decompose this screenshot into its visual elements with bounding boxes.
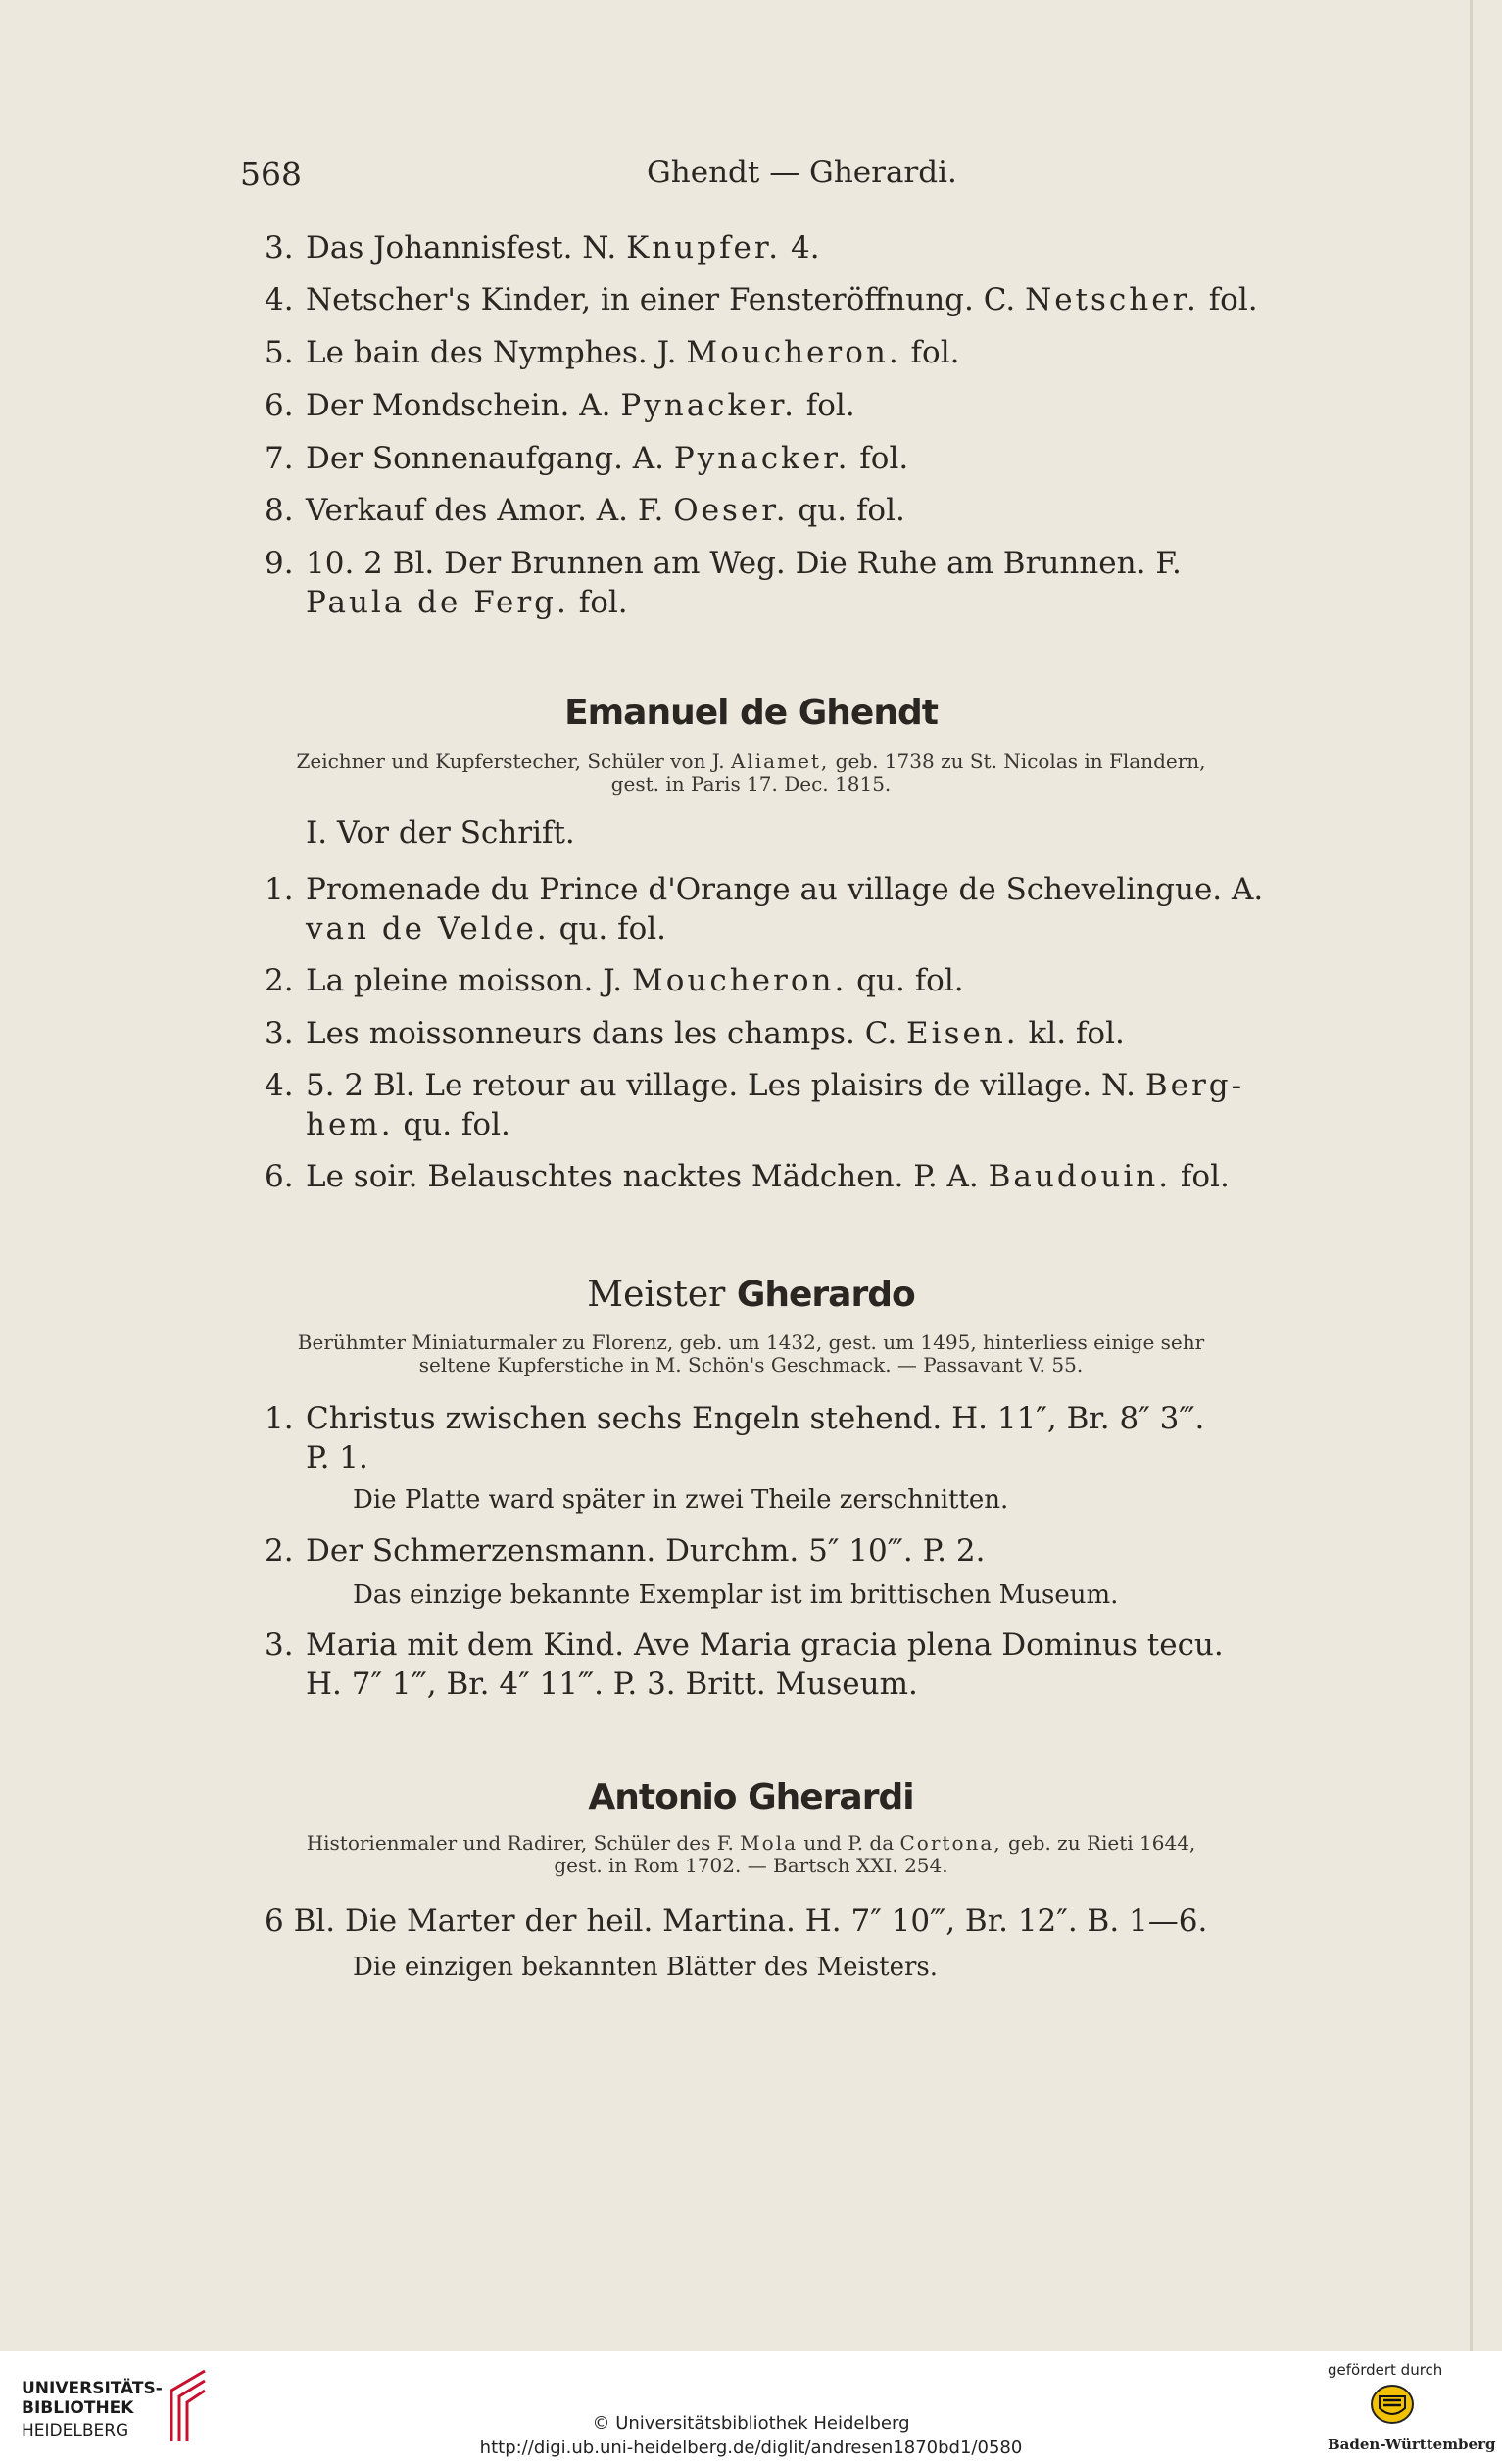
item-note: Das einzige bekannte Exemplar ist im brittischen Museum. bbox=[353, 1580, 1119, 1610]
artist-bio: Zeichner und Kupferstecher, Schüler von J. Aliamet, geb. 1738 zu St. Nicolas in Flandern, bbox=[296, 749, 1206, 773]
list-item-continuation: H. 7″ 1‴, Br. 4″ 11‴. P. 3. Britt. Museum. bbox=[306, 1667, 918, 1702]
list-item: 1. Promenade du Prince d'Orange au village de Schevelingue. A. bbox=[265, 872, 1264, 907]
list-item: 2. Der Schmerzensmann. Durchm. 5″ 10‴. P. 2. bbox=[265, 1533, 986, 1569]
artist-bio: gest. in Paris 17. Dec. 1815. bbox=[610, 772, 892, 796]
funder-name: Baden-Württemberg bbox=[1328, 2436, 1496, 2453]
section-heading-gherardo: Meister Gherardo bbox=[587, 1275, 915, 1315]
page-number: 568 bbox=[240, 155, 302, 193]
list-item: 6. Le soir. Belauschtes nacktes Mädchen. P. A. Baudouin. fol. bbox=[265, 1159, 1230, 1194]
list-item-continuation: van de Velde. qu. fol. bbox=[306, 911, 666, 946]
subsection-title: I. Vor der Schrift. bbox=[306, 815, 575, 850]
list-item: 9. 10. 2 Bl. Der Brunnen am Weg. Die Ruhe am Brunnen. F. bbox=[265, 546, 1182, 581]
list-item: 2. La pleine moisson. J. Moucheron. qu. fol. bbox=[265, 963, 964, 998]
coat-of-arms-icon bbox=[1370, 2383, 1415, 2426]
artist-bio: Berühmter Miniaturmaler zu Florenz, geb. um 1432, gest. um 1495, hinterliess einige sehr bbox=[297, 1330, 1205, 1354]
list-item: 6 Bl. Die Marter der heil. Martina. H. 7″ 10‴, Br. 12″. B. 1—6. bbox=[265, 1904, 1208, 1939]
section-heading-gherardi: Antonio Gherardi bbox=[588, 1777, 914, 1817]
list-item-continuation: hem. qu. fol. bbox=[306, 1107, 510, 1142]
list-item: 4. Netscher's Kinder, in einer Fensteröffnung. C. Netscher. fol. bbox=[265, 282, 1258, 317]
list-item: 8. Verkauf des Amor. A. F. Oeser. qu. fol. bbox=[265, 493, 905, 528]
list-item-continuation: P. 1. bbox=[306, 1440, 368, 1475]
list-item: 3. Maria mit dem Kind. Ave Maria gracia plena Dominus tecu. bbox=[265, 1627, 1224, 1663]
list-item: 5. Le bain des Nymphes. J. Moucheron. fol. bbox=[265, 335, 960, 370]
artist-bio: seltene Kupferstiche in M. Schön's Geschmack. — Passavant V. 55. bbox=[418, 1353, 1084, 1377]
list-item: 4. 5. 2 Bl. Le retour au village. Les plaisirs de village. N. Berg- bbox=[265, 1068, 1245, 1103]
list-item: 3. Das Johannisfest. N. Knupfer. 4. bbox=[265, 230, 820, 266]
artist-bio: Historienmaler und Radirer, Schüler des F. Mola und P. da Cortona, geb. zu Rieti 1644, bbox=[306, 1831, 1196, 1855]
list-item: 6. Der Mondschein. A. Pynacker. fol. bbox=[265, 388, 855, 423]
list-item: 7. Der Sonnenaufgang. A. Pynacker. fol. bbox=[265, 441, 909, 476]
permalink[interactable]: http://digi.ub.uni-heidelberg.de/diglit/andresen1870bd1/0580 bbox=[479, 2438, 1023, 2458]
funded-by-label: gefördert durch bbox=[1328, 2361, 1443, 2379]
page-edge bbox=[1470, 0, 1473, 2464]
item-note: Die Platte ward später in zwei Theile zerschnitten. bbox=[353, 1485, 1009, 1515]
list-item: 1. Christus zwischen sechs Engeln stehend. H. 11″, Br. 8″ 3‴. bbox=[265, 1401, 1205, 1436]
library-logo-text[interactable]: UNIVERSITÄTS- BIBLIOTHEK bbox=[22, 2379, 163, 2418]
copyright-notice: © Universitätsbibliothek Heidelberg bbox=[592, 2413, 910, 2434]
item-note: Die einzigen bekannten Blätter des Meisters. bbox=[353, 1953, 939, 1982]
artist-bio: gest. in Rom 1702. — Bartsch XXI. 254. bbox=[554, 1854, 948, 1877]
section-heading-ghendt: Emanuel de Ghendt bbox=[564, 693, 938, 733]
list-item: 3. Les moissonneurs dans les champs. C. Eisen. kl. fol. bbox=[265, 1016, 1125, 1051]
list-item-continuation: Paula de Ferg. fol. bbox=[306, 585, 628, 620]
library-logo-city[interactable]: HEIDELBERG bbox=[22, 2421, 129, 2440]
running-title: Ghendt — Gherardi. bbox=[647, 155, 957, 190]
